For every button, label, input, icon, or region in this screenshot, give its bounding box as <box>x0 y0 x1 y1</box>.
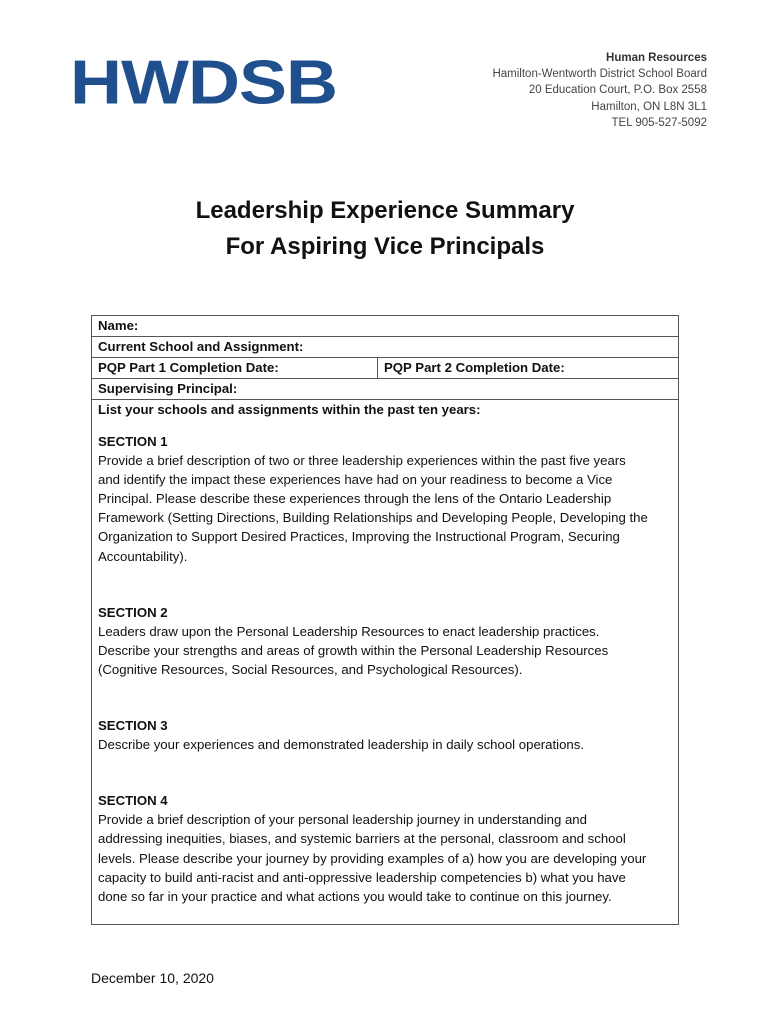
section-text-line: and identify the impact these experiences have had on your readiness to become a Vice <box>98 472 613 488</box>
section-text-line: Accountability). <box>98 548 188 564</box>
city-postal: Hamilton, ON L8N 3L1 <box>591 100 707 113</box>
section-text-line: capacity to build anti-racist and anti-oppressive leadership competencies b) what you have <box>98 869 626 885</box>
document-date: December 10, 2020 <box>91 970 214 986</box>
section-text-line: Describe your strengths and areas of growth within the Personal Leadership Resources <box>98 642 609 658</box>
supervising-principal-label: Supervising Principal: <box>98 381 238 396</box>
pqp-dates-row <box>92 358 678 379</box>
section-1 <box>98 432 672 566</box>
section-text-line: Leaders draw upon the Personal Leadership Resources to enact leadership practices. <box>98 623 600 639</box>
name-field[interactable] <box>92 316 678 337</box>
section-4 <box>98 791 672 906</box>
section-2 <box>98 603 672 679</box>
section-text-line: Describe your experiences and demonstrated leadership in daily school operations. <box>98 737 585 753</box>
schools-list-field[interactable] <box>92 400 678 420</box>
section-text-line: Principal. Please describe these experiences through the lens of the Ontario Leadership <box>98 491 612 507</box>
pqp-part1-field[interactable] <box>92 358 378 378</box>
section-3 <box>98 716 672 754</box>
title-line-1: Leadership Experience Summary <box>195 197 575 224</box>
section-text-line: Framework (Setting Directions, Building Relationships and Developing People, Developing the <box>98 510 648 526</box>
address-block <box>492 50 707 131</box>
section-text-line: Provide a brief description of two or three leadership experiences within the past five years <box>98 453 626 469</box>
section-heading: SECTION 1 <box>98 434 168 449</box>
street-address: 20 Education Court, P.O. Box 2558 <box>528 84 707 97</box>
application-form <box>91 315 679 925</box>
schools-list-label: List your schools and assignments within the past ten years: <box>98 402 481 417</box>
school-assignment-label: Current School and Assignment: <box>98 339 304 354</box>
section-text-line: done so far in your practice and what actions you would take to continue on this journey. <box>98 888 612 904</box>
name-label: Name: <box>98 318 139 333</box>
sections-area <box>92 420 678 906</box>
hwdsb-logo: HWDSB <box>70 48 337 118</box>
section-heading: SECTION 4 <box>98 793 168 809</box>
section-heading: SECTION 3 <box>98 718 168 734</box>
section-heading: SECTION 2 <box>98 604 168 620</box>
section-text-line: (Cognitive Resources, Social Resources, and Psychological Resources). <box>98 661 523 677</box>
board-name: Hamilton-Wentworth District School Board <box>492 68 707 81</box>
school-assignment-field[interactable] <box>92 337 678 358</box>
pqp-part1-label: PQP Part 1 Completion Date: <box>98 360 279 375</box>
section-text-line: Provide a brief description of your personal leadership journey in understanding and <box>98 812 587 828</box>
telephone: TEL 905-527-5092 <box>611 116 707 129</box>
pqp-part2-field[interactable] <box>378 358 678 378</box>
section-text-line: levels. Please describe your journey by providing examples of a) how you are developing your <box>98 850 647 866</box>
title-line-2: For Aspiring Vice Principals <box>225 233 545 260</box>
supervising-principal-field[interactable] <box>92 379 678 400</box>
department-name: Human Resources <box>606 52 707 64</box>
section-text-line: Organization to Support Desired Practices, Improving the Instructional Program, Securing <box>98 529 620 545</box>
pqp-part2-label: PQP Part 2 Completion Date: <box>384 360 565 375</box>
section-text-line: addressing inequities, biases, and systemic barriers at the personal, classroom and school <box>98 831 626 847</box>
document-title <box>0 193 770 265</box>
